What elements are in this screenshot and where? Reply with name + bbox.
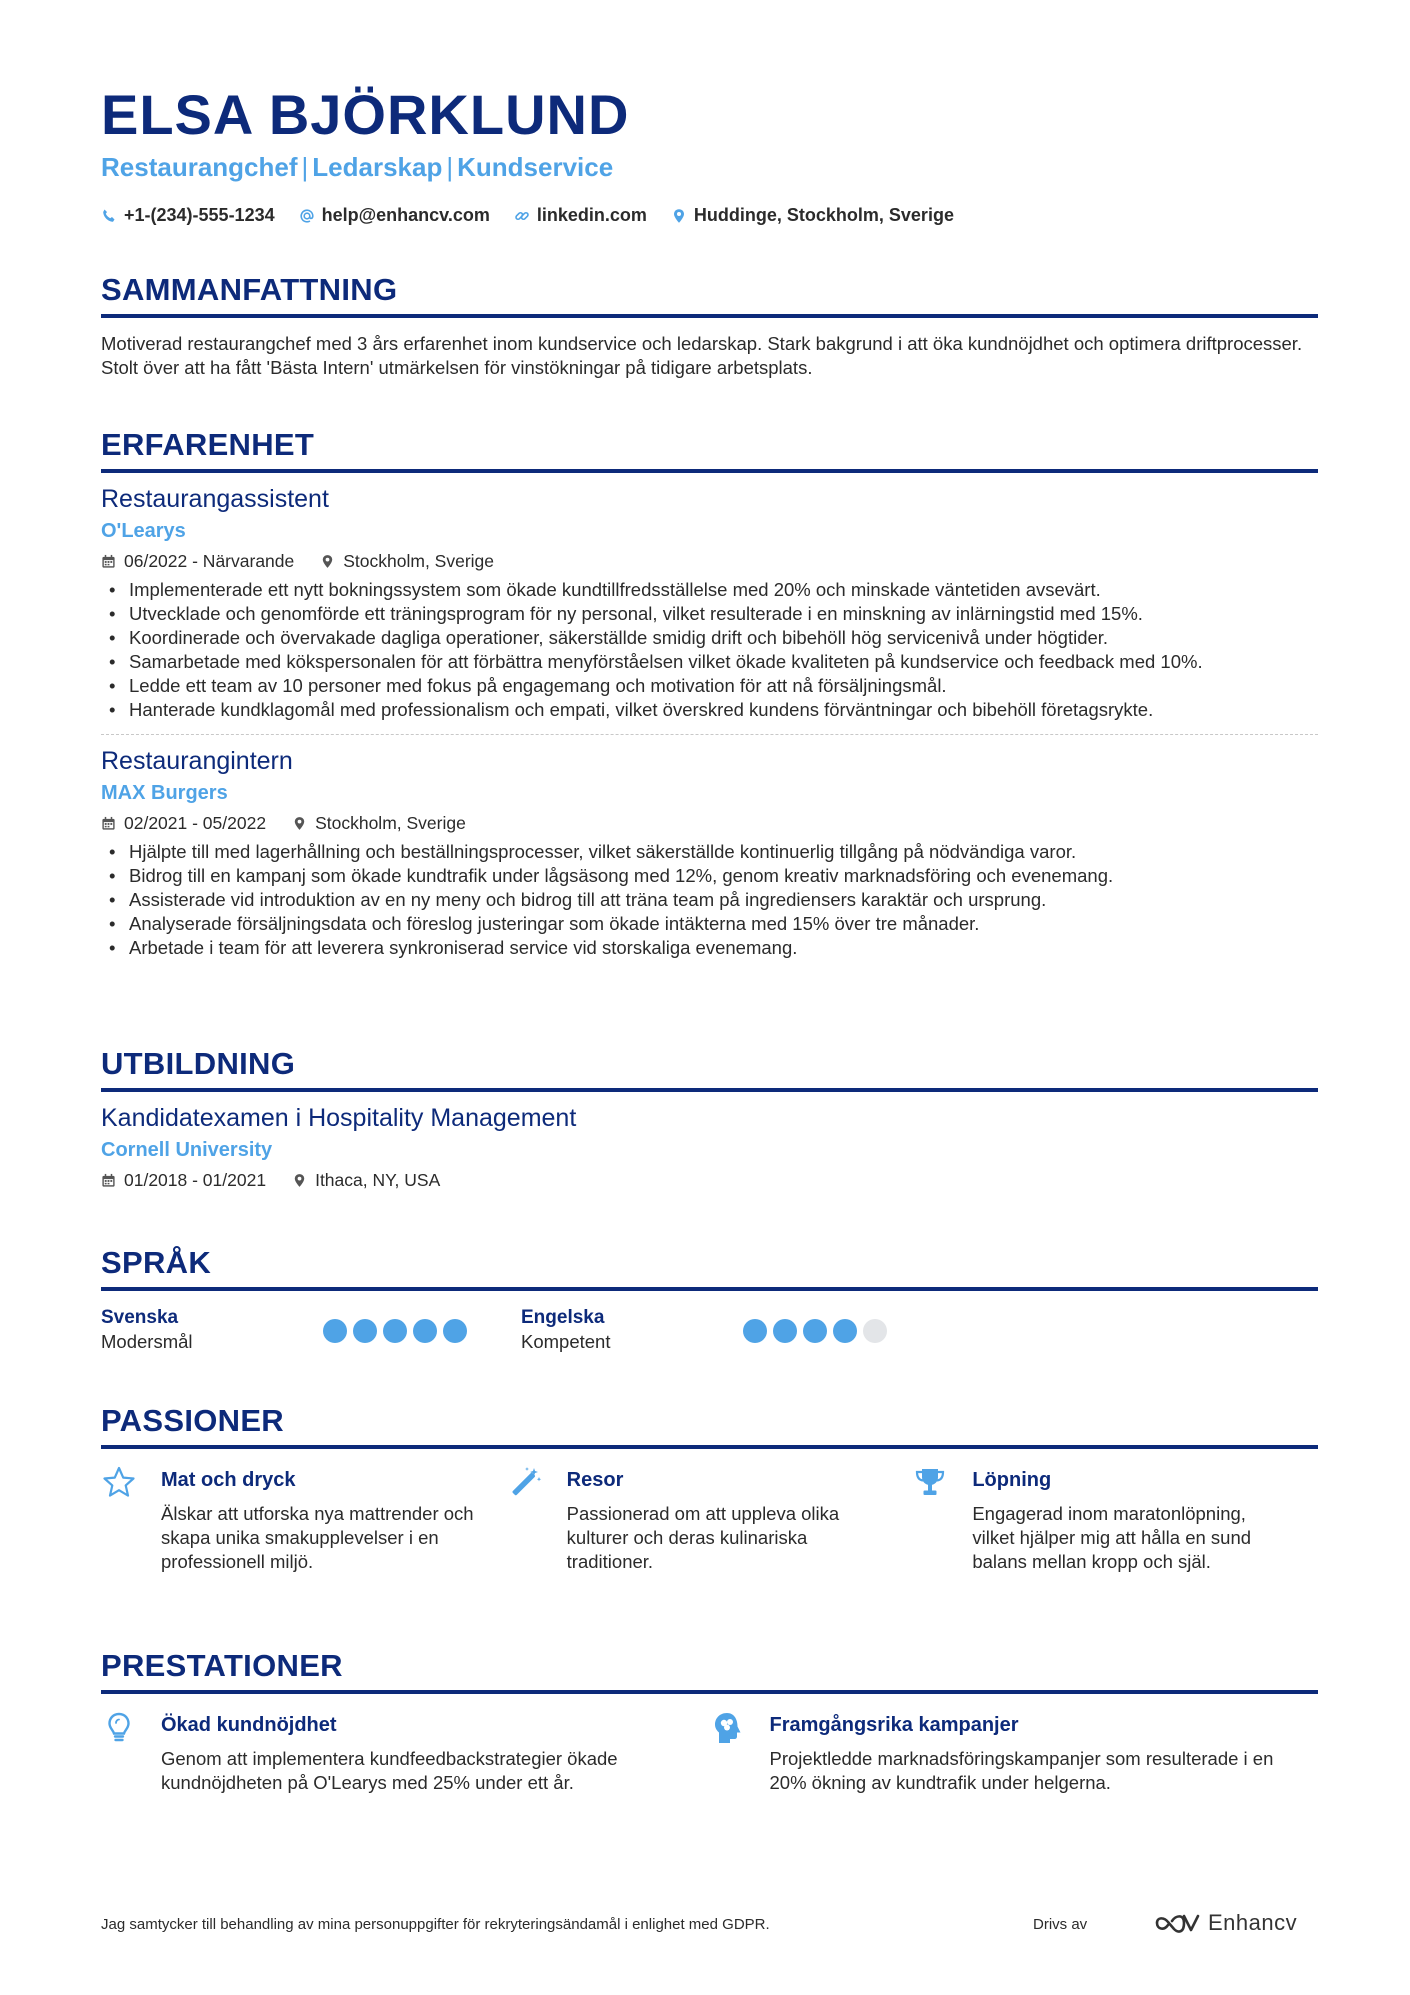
experience-title: ERFARENHET	[101, 427, 315, 462]
head-brain-icon	[710, 1710, 746, 1746]
school-name: Cornell University	[101, 1139, 273, 1161]
education-title: UTBILDNING	[101, 1046, 296, 1081]
education-location-text: Ithaca, NY, USA	[315, 1170, 441, 1190]
enhancv-logo-icon	[1154, 1911, 1200, 1935]
job-location-text: Stockholm, Sverige	[315, 813, 466, 833]
rating-dot-filled	[323, 1319, 347, 1343]
job-title: Restaurangassistent	[101, 485, 329, 513]
contact-email-text: help@enhancv.com	[321, 205, 490, 225]
achievements-title: PRESTATIONER	[101, 1648, 343, 1683]
job-title: Restaurangintern	[101, 747, 293, 775]
section-divider	[101, 1690, 1318, 1694]
powered-by-label: Drivs av	[1033, 1916, 1088, 1933]
job-entry	[101, 485, 1318, 735]
location-icon	[292, 816, 307, 831]
rating-dot-filled	[773, 1319, 797, 1343]
education-dates	[101, 1170, 266, 1191]
achievement-text: Genom att implementera kundfeedbackstrategier ökade kundnöjdheten på O'Learys med 25% under ett år.	[161, 1748, 618, 1793]
passions-title: PASSIONER	[101, 1403, 284, 1438]
summary-text: Motiverad restaurangchef med 3 års erfarenhet inom kundservice och ledarskap. Stark bakgrund i att öka kundnöjdhet och optimera driftprocesser. Stolt över att ha fått 'Bästa Intern' utmärkelsen för vinstökningar på tidigare arbetsplats.	[101, 333, 1303, 378]
language-name: Svenska	[101, 1307, 179, 1328]
job-dates-text: 06/2022 - Närvarande	[124, 551, 295, 571]
bullet-item: • Arbetade i team för att leverera synkroniserad service vid storskaliga evenemang.	[101, 936, 1318, 960]
passion-title: Mat och dryck	[161, 1469, 296, 1491]
passion-text: Engagerad inom maratonlöpning, vilket hjälper mig att hålla en sund balans mellan kropp och själ.	[972, 1503, 1252, 1572]
job-location-text: Stockholm, Sverige	[343, 551, 495, 571]
lightbulb-icon	[101, 1710, 137, 1746]
calendar-icon	[101, 554, 116, 569]
education-location	[292, 1170, 440, 1191]
achievement-item	[710, 1710, 1319, 1795]
language-item	[101, 1307, 521, 1353]
job-dates	[101, 813, 266, 834]
headline-skill-2: Kundservice	[457, 152, 614, 182]
contact-bar	[101, 205, 954, 226]
passion-icon-wrap	[507, 1465, 567, 1574]
passion-text: Passionerad om att uppleva olika kulturer och deras kulinariska traditioner.	[566, 1503, 840, 1572]
brand-name: Enhancv	[1208, 1910, 1298, 1935]
passion-body	[161, 1465, 481, 1574]
rating-dot-filled	[383, 1319, 407, 1343]
section-divider	[101, 469, 1318, 473]
achievement-title: Ökad kundnöjdhet	[161, 1714, 337, 1736]
job-divider	[101, 734, 1318, 735]
achievements-section	[101, 1648, 1318, 1795]
job-dates	[101, 551, 294, 572]
section-divider	[101, 1088, 1318, 1092]
rating-dot-empty	[863, 1319, 887, 1343]
education-entry	[101, 1104, 1318, 1191]
contact-location-text: Huddinge, Stockholm, Sverige	[693, 205, 954, 225]
language-rating	[743, 1319, 887, 1353]
headline-role: Restaurangchef	[101, 152, 298, 182]
passion-item	[507, 1465, 913, 1574]
achievement-icon-wrap	[710, 1710, 770, 1795]
education-section	[101, 1046, 1318, 1191]
achievement-title: Framgångsrika kampanjer	[769, 1714, 1019, 1736]
footer	[101, 1910, 1318, 1940]
headline-separator: |	[301, 152, 309, 182]
language-level: Modersmål	[101, 1331, 193, 1352]
candidate-name: ELSA BJÖRKLUND	[101, 83, 630, 146]
bullet-item: • Hjälpte till med lagerhållning och beställningsprocesser, vilket säkerställde kontinuerlig tillgång på nödvändiga varor.	[101, 840, 1318, 864]
achievement-body	[770, 1710, 1290, 1795]
calendar-icon	[101, 816, 116, 831]
phone-icon	[101, 208, 117, 224]
bullet-item: • Bidrog till en kampanj som ökade kundtrafik under lågsäsong med 12%, genom kreativ marknadsföring och evenemang.	[101, 864, 1318, 888]
contact-linkedin[interactable]	[514, 205, 647, 226]
headline-separator: |	[446, 152, 454, 182]
job-bullets	[101, 840, 1318, 960]
passions-section	[101, 1403, 1318, 1574]
contact-linkedin-text: linkedin.com	[536, 205, 647, 225]
bullet-item: • Analyserade försäljningsdata och föreslog justeringar som ökade intäkterna med 15% över tre månader.	[101, 912, 1318, 936]
gdpr-consent: Jag samtycker till behandling av mina personuppgifter för rekryteringsändamål i enlighet med GDPR.	[101, 1916, 770, 1933]
achievement-text: Projektledde marknadsföringskampanjer som resulterade i en 20% ökning av kundtrafik under helgerna.	[769, 1748, 1274, 1793]
contact-location	[671, 205, 954, 226]
rating-dot-filled	[353, 1319, 377, 1343]
bullet-item: • Hanterade kundklagomål med professionalism och empati, vilket överskred kundens förväntningar och bibehöll företagsrykte.	[101, 698, 1318, 722]
languages-list	[101, 1307, 1318, 1353]
language-rating	[323, 1319, 467, 1353]
education-meta	[101, 1170, 1318, 1191]
language-level: Kompetent	[521, 1331, 611, 1352]
summary-title: SAMMANFATTNING	[101, 272, 398, 307]
rating-dot-filled	[443, 1319, 467, 1343]
company-name: O'Learys	[101, 520, 186, 542]
education-dates-text: 01/2018 - 01/2021	[124, 1170, 267, 1190]
bullet-item: • Ledde ett team av 10 personer med fokus på engagemang och motivation för att nå försäljningsmål.	[101, 674, 1318, 698]
magic-wand-icon	[507, 1465, 543, 1501]
headline-skill-1: Ledarskap	[312, 152, 443, 182]
job-location	[320, 551, 494, 572]
company-name: MAX Burgers	[101, 782, 228, 804]
language-item	[521, 1307, 941, 1353]
experience-section	[101, 427, 1318, 960]
achievement-body	[161, 1710, 681, 1795]
language-name: Engelska	[521, 1307, 605, 1328]
passion-icon-wrap	[101, 1465, 161, 1574]
degree-title: Kandidatexamen i Hospitality Management	[101, 1104, 577, 1132]
job-bullets	[101, 578, 1318, 722]
languages-section	[101, 1245, 1318, 1353]
job-meta	[101, 551, 1318, 572]
link-icon	[514, 208, 530, 224]
brand-logo[interactable]	[1154, 1910, 1297, 1936]
languages-title: SPRÅK	[101, 1245, 212, 1280]
passion-text: Älskar att utforska nya mattrender och skapa unika smakupplevelser i en professionell miljö.	[161, 1503, 474, 1572]
contact-phone-text: +1-(234)-555-1234	[124, 205, 275, 225]
passions-list	[101, 1465, 1318, 1574]
star-icon	[101, 1465, 137, 1501]
calendar-icon	[101, 1173, 116, 1188]
achievements-list	[101, 1710, 1318, 1795]
passion-item	[912, 1465, 1318, 1574]
job-location	[292, 813, 466, 834]
passion-icon-wrap	[912, 1465, 972, 1574]
bullet-item: • Assisterade vid introduktion av en ny meny och bidrog till att träna team på ingrediensers karaktär och ursprung.	[101, 888, 1318, 912]
contact-email[interactable]	[299, 205, 490, 226]
passion-title: Resor	[566, 1469, 624, 1491]
bullet-item: • Samarbetade med kökspersonalen för att förbättra menyförståelsen vilket ökade kvaliteten på kundservice och feedback med 10%.	[101, 650, 1318, 674]
passion-body	[567, 1465, 887, 1574]
achievement-item	[101, 1710, 710, 1795]
contact-phone[interactable]	[101, 205, 275, 226]
job-entry	[101, 747, 1318, 960]
headline	[101, 152, 613, 183]
language-text	[101, 1307, 323, 1353]
bullet-item: • Utvecklade och genomförde ett träningsprogram för ny personal, vilket resulterade i en minskning av inlärningstid med 15%.	[101, 602, 1318, 626]
trophy-icon	[912, 1465, 948, 1501]
rating-dot-filled	[743, 1319, 767, 1343]
section-divider	[101, 1287, 1318, 1291]
location-icon	[292, 1173, 307, 1188]
bullet-item: • Koordinerade och övervakade dagliga operationer, säkerställde smidig drift och bibehöll hög servicenivå under högtider.	[101, 626, 1318, 650]
achievement-icon-wrap	[101, 1710, 161, 1795]
passion-item	[101, 1465, 507, 1574]
section-divider	[101, 1445, 1318, 1449]
rating-dot-filled	[413, 1319, 437, 1343]
language-text	[521, 1307, 743, 1353]
summary-section	[101, 272, 1318, 380]
location-icon	[320, 554, 335, 569]
passion-body	[972, 1465, 1292, 1574]
passion-title: Löpning	[972, 1469, 1052, 1491]
rating-dot-filled	[833, 1319, 857, 1343]
section-divider	[101, 314, 1318, 318]
location-icon	[671, 208, 687, 224]
job-meta	[101, 813, 1318, 834]
job-dates-text: 02/2021 - 05/2022	[124, 813, 267, 833]
bullet-item: • Implementerade ett nytt bokningssystem som ökade kundtillfredsställelse med 20% och minskade väntetiden avsevärt.	[101, 578, 1318, 602]
rating-dot-filled	[803, 1319, 827, 1343]
at-icon	[299, 208, 315, 224]
